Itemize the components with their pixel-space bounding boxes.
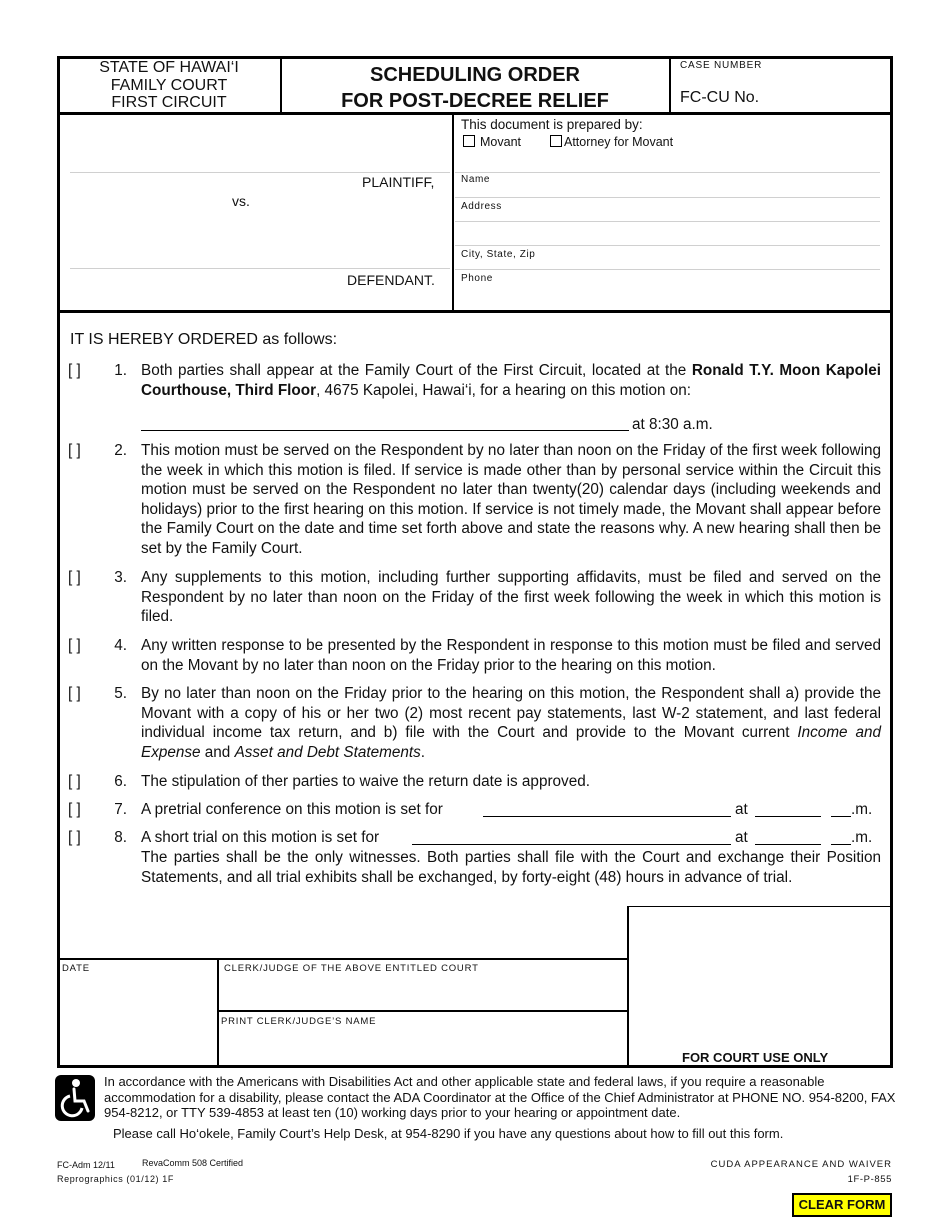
ada-notice: In accordance with the Americans with Disabilities Act and other applicable state and federal laws, if you require a reasonable accommodation for a disability, please contact the ADA Coordinator at the Office of the Chief Administrator at PHONE NO. 954-8200, FAX 954-8212, or TTY 539-4853 at least ten (10) working days prior to your hearing or appointment date.: [104, 1074, 896, 1120]
parties-divider: [452, 114, 454, 311]
item2-text: This motion must be served on the Respondent by no later than noon on the Friday of the first week following the week in which this motion is filed. If service is made other than by personal service within the Circuit this motion must be served on the Respondent no later than twenty(20) calendar days (including weekends and holidays) prior to the first hearing on this motion. If service is not timely made, the Movant shall appear before the Family Court on the date and time set forth above and state the reasons why. A new hearing shall then be set by the Family Court.: [141, 442, 881, 557]
defendant-label: DEFENDANT.: [347, 272, 435, 288]
item1-checkbox[interactable]: [ ]: [68, 362, 81, 379]
clear-form-button[interactable]: CLEAR FORM: [792, 1193, 892, 1217]
form-id: 1F-P-855: [847, 1174, 892, 1185]
item5-and: and: [200, 743, 235, 761]
courthouse-name: Ronald T.Y. Moon Kapolei Courthouse, Third Floor: [141, 362, 881, 399]
revacomm-certified: RevaComm 508 Certified: [142, 1158, 244, 1168]
court-use-top-rule: [627, 906, 893, 907]
item7-checkbox[interactable]: [ ]: [68, 801, 81, 818]
reprographics-code: Reprographics (01/12) 1F: [57, 1174, 174, 1184]
movant-option-label: Movant: [480, 135, 521, 149]
header-divider-right: [669, 56, 671, 114]
item7-m: .m.: [851, 801, 873, 818]
court-use-left-rule: [627, 906, 629, 1068]
item5-number: 5.: [114, 685, 127, 702]
item4-checkbox[interactable]: [ ]: [68, 637, 81, 654]
clerk-judge-label: CLERK/JUDGE OF THE ABOVE ENTITLED COURT: [224, 963, 479, 974]
plaintiff-label: PLAINTIFF,: [362, 174, 435, 190]
title-line-1: SCHEDULING ORDER: [369, 64, 580, 86]
movant-option[interactable]: [463, 135, 521, 149]
clerk-signature-field[interactable]: [220, 976, 625, 1008]
print-name-label: PRINT CLERK/JUDGE’S NAME: [221, 1016, 377, 1027]
hearing-date-field[interactable]: [141, 430, 629, 431]
form-code: FC-Adm 12/11: [57, 1160, 115, 1170]
trial-ampm-field[interactable]: [831, 844, 851, 845]
item3-text: Any supplements to this motion, including further supporting affidavits, must be filed and served on the Respondent by no later than noon on the Friday of the first week following the week in which this motion is filed.: [141, 569, 881, 626]
pretrial-time-field[interactable]: [755, 816, 821, 817]
court-line-circuit: FIRST CIRCUIT: [111, 94, 227, 111]
order-intro: IT IS HEREBY ORDERED as follows:: [70, 331, 338, 348]
preparer-rule-top: [455, 172, 880, 173]
trial-time-field[interactable]: [755, 844, 821, 845]
document-title: [282, 62, 668, 114]
item2-number: 2.: [114, 442, 127, 459]
item3-checkbox[interactable]: [ ]: [68, 569, 81, 586]
trial-date-field[interactable]: [412, 844, 731, 845]
title-line-2: FOR POST-DECREE RELIEF: [341, 90, 609, 112]
court-line-state: STATE OF HAWAI‘I: [99, 59, 239, 76]
signature-date-divider: [217, 958, 219, 1068]
attorney-option-label: Attorney for Movant: [564, 135, 674, 149]
item8-at: at: [735, 829, 748, 846]
date-field[interactable]: [60, 961, 215, 1065]
item5-period: .: [420, 743, 426, 761]
phone-label: Phone: [461, 273, 493, 284]
item5-checkbox[interactable]: [ ]: [68, 685, 81, 702]
signature-top-rule: [57, 958, 628, 960]
court-use-label: FOR COURT USE ONLY: [682, 1050, 829, 1065]
city-state-zip-field[interactable]: [455, 269, 880, 270]
address-field-2[interactable]: [455, 245, 880, 246]
case-number-field[interactable]: FC-CU No.: [680, 89, 760, 106]
movant-checkbox[interactable]: [463, 135, 475, 147]
wheelchair-icon: [55, 1075, 95, 1121]
vs-label: vs.: [232, 193, 250, 209]
help-desk-notice: Please call Ho‘okele, Family Court’s Help Desk, at 954-8290 if you have any questions about how to fill out this form.: [113, 1126, 784, 1141]
parties-bottom-rule: [57, 310, 893, 313]
asset-debt-statement: Asset and Debt Statements: [234, 743, 421, 761]
date-label: DATE: [62, 963, 90, 974]
item8-number: 8.: [114, 829, 127, 846]
case-number-label: CASE NUMBER: [680, 60, 763, 71]
pretrial-ampm-field[interactable]: [831, 816, 851, 817]
item7-number: 7.: [114, 801, 127, 818]
item6-number: 6.: [114, 773, 127, 790]
item6-text: The stipulation of ther parties to waive the return date is approved.: [141, 773, 590, 790]
address-label: Address: [461, 201, 502, 212]
city-state-zip-label: City, State, Zip: [461, 249, 536, 260]
name-field[interactable]: [455, 197, 880, 198]
item7-text: A pretrial conference on this motion is set for: [141, 801, 443, 818]
item1-number: 1.: [114, 362, 127, 379]
name-label: Name: [461, 174, 491, 185]
item4-number: 4.: [114, 637, 127, 654]
item1-text: [141, 361, 881, 400]
item8-m: .m.: [851, 829, 873, 846]
item8-continuation: The parties shall be the only witnesses. Both parties shall file with the Court and exchange their Position Statements, and all trial exhibits shall be exchanged, by forty-eight (48) hours in advance of trial.: [141, 849, 881, 886]
item4-text: Any written response to be presented by the Respondent in response to this motion must be filed and served on the Movant by no later than noon on the Friday prior to the hearing on this motion.: [141, 637, 881, 674]
print-name-field[interactable]: [220, 1030, 625, 1066]
item6-checkbox[interactable]: [ ]: [68, 773, 81, 790]
item5-text: [141, 684, 881, 762]
income-expense-statement: Income and Expense: [141, 724, 882, 761]
attorney-checkbox[interactable]: [550, 135, 562, 147]
signature-mid-rule: [217, 1010, 628, 1012]
plaintiff-name-line[interactable]: [70, 172, 450, 173]
item2-checkbox[interactable]: [ ]: [68, 442, 81, 459]
item5-text-start: By no later than noon on the Friday prior to the hearing on this motion, the Respondent shall a) provide the Movant with a copy of his or her two (2) most recent pay statements, last W-2 statement, and last federal individual income tax return, and b) file with the Court and provide to the Movant current: [141, 685, 881, 742]
item1-text-end: , 4675 Kapolei, Hawai‘i, for a hearing on this motion on:: [316, 381, 692, 399]
item8-text: A short trial on this motion is set for: [141, 829, 380, 846]
hearing-time: at 8:30 a.m.: [632, 416, 713, 433]
item8-checkbox[interactable]: [ ]: [68, 829, 81, 846]
court-name: [60, 59, 278, 112]
item1-text-start: Both parties shall appear at the Family Court of the First Circuit, located at the: [141, 362, 692, 379]
prepared-by-heading: This document is prepared by:: [461, 117, 643, 132]
address-field-1[interactable]: [455, 221, 880, 222]
pretrial-date-field[interactable]: [483, 816, 731, 817]
item7-at: at: [735, 801, 748, 818]
item3-number: 3.: [114, 569, 127, 586]
form-title-footer: CUDA APPEARANCE AND WAIVER: [710, 1159, 892, 1170]
court-line-family: FAMILY COURT: [110, 76, 228, 94]
attorney-option[interactable]: [550, 135, 673, 149]
defendant-name-line[interactable]: [70, 268, 450, 269]
